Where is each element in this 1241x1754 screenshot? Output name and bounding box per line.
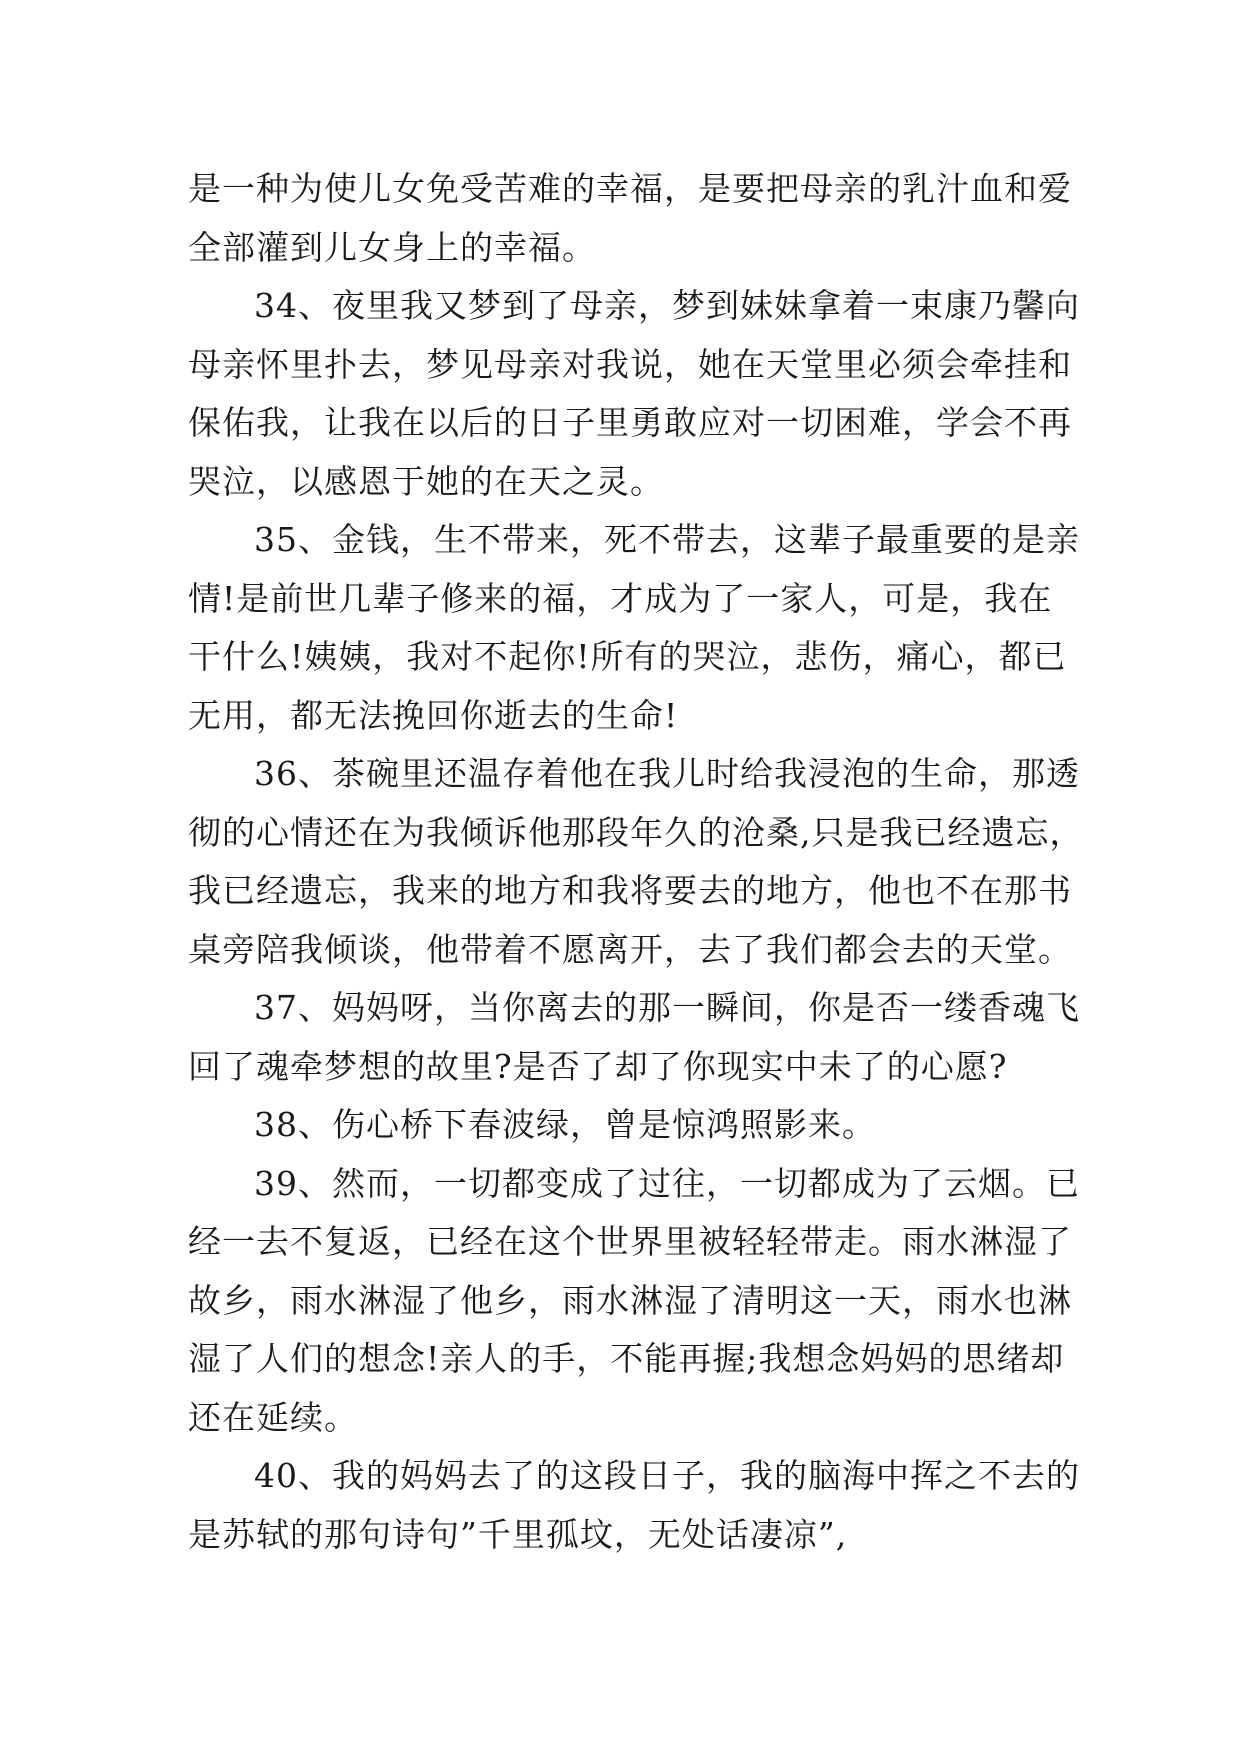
paragraph-34 bbox=[188, 277, 1080, 511]
body-text bbox=[188, 160, 1084, 1564]
text-line: 情!是前世几辈子修来的福，才成为了一家人，可是，我在 bbox=[188, 578, 1053, 618]
text-line: 38、伤心桥下春波绿，曾是惊鸿照影来。 bbox=[254, 1105, 876, 1144]
paragraph bbox=[188, 160, 1072, 277]
text-line: 36、茶碗里还温存着他在我儿时给我浸泡的生命，那透 bbox=[254, 754, 1080, 793]
text-line: 39、然而，一切都变成了过往，一切都成为了云烟。已 bbox=[254, 1163, 1080, 1203]
text-line: 我已经遗忘，我来的地方和我将要去的地方，他也不在那书 bbox=[188, 871, 1072, 910]
text-line: 是苏轼的那句诗句”千里孤坟，无处话凄凉”, bbox=[188, 1514, 848, 1554]
text-line: 彻的心情还在为我倾诉他那段年久的沧桑,只是我已经遗忘， bbox=[188, 812, 1084, 852]
text-line: 无用，都无法挽回你逝去的生命! bbox=[188, 695, 679, 735]
text-line: 桌旁陪我倾谈，他带着不愿离开，去了我们都会去的天堂。 bbox=[188, 929, 1072, 969]
text-line: 是一种为使儿女免受苦难的幸福，是要把母亲的乳汁血和爱 bbox=[188, 169, 1072, 208]
paragraph-36 bbox=[188, 745, 1084, 979]
text-line: 故乡，雨水淋湿了他乡，雨水淋湿了清明这一天，雨水也淋 bbox=[188, 1280, 1072, 1320]
text-line: 湿了人们的想念!亲人的手，不能再握;我想念妈妈的思绪却 bbox=[188, 1339, 1065, 1378]
text-line: 34、夜里我又梦到了母亲，梦到妹妹拿着一束康乃馨向 bbox=[254, 286, 1080, 325]
paragraph-39 bbox=[188, 1155, 1080, 1448]
paragraph-35 bbox=[188, 511, 1080, 745]
paragraph-40 bbox=[188, 1447, 1080, 1564]
text-line: 哭泣，以感恩于她的在天之灵。 bbox=[188, 461, 664, 501]
text-line: 经一去不复返，已经在这个世界里被轻轻带走。雨水淋湿了 bbox=[188, 1222, 1072, 1261]
paragraph-37 bbox=[188, 979, 1080, 1096]
text-line: 还在延续。 bbox=[188, 1397, 358, 1437]
text-line: 35、金钱，生不带来，死不带去，这辈子最重要的是亲 bbox=[254, 520, 1080, 559]
text-line: 回了魂牵梦想的故里?是否了却了你现实中未了的心愿? bbox=[188, 1046, 1008, 1086]
text-line: 干什么!姨姨，我对不起你!所有的哭泣，悲伤，痛心，都已 bbox=[188, 637, 1067, 676]
paragraph-38 bbox=[188, 1096, 1068, 1155]
text-line: 40、我的妈妈去了的这段日子，我的脑海中挥之不去的 bbox=[254, 1456, 1080, 1495]
text-line: 全部灌到儿女身上的幸福。 bbox=[188, 227, 596, 267]
text-line: 母亲怀里扑去，梦见母亲对我说，她在天堂里必须会牵挂和 bbox=[188, 344, 1072, 384]
text-line: 37、妈妈呀，当你离去的那一瞬间，你是否一缕香魂飞 bbox=[254, 988, 1080, 1027]
text-line: 保佑我，让我在以后的日子里勇敢应对一切困难，学会不再 bbox=[188, 403, 1072, 442]
